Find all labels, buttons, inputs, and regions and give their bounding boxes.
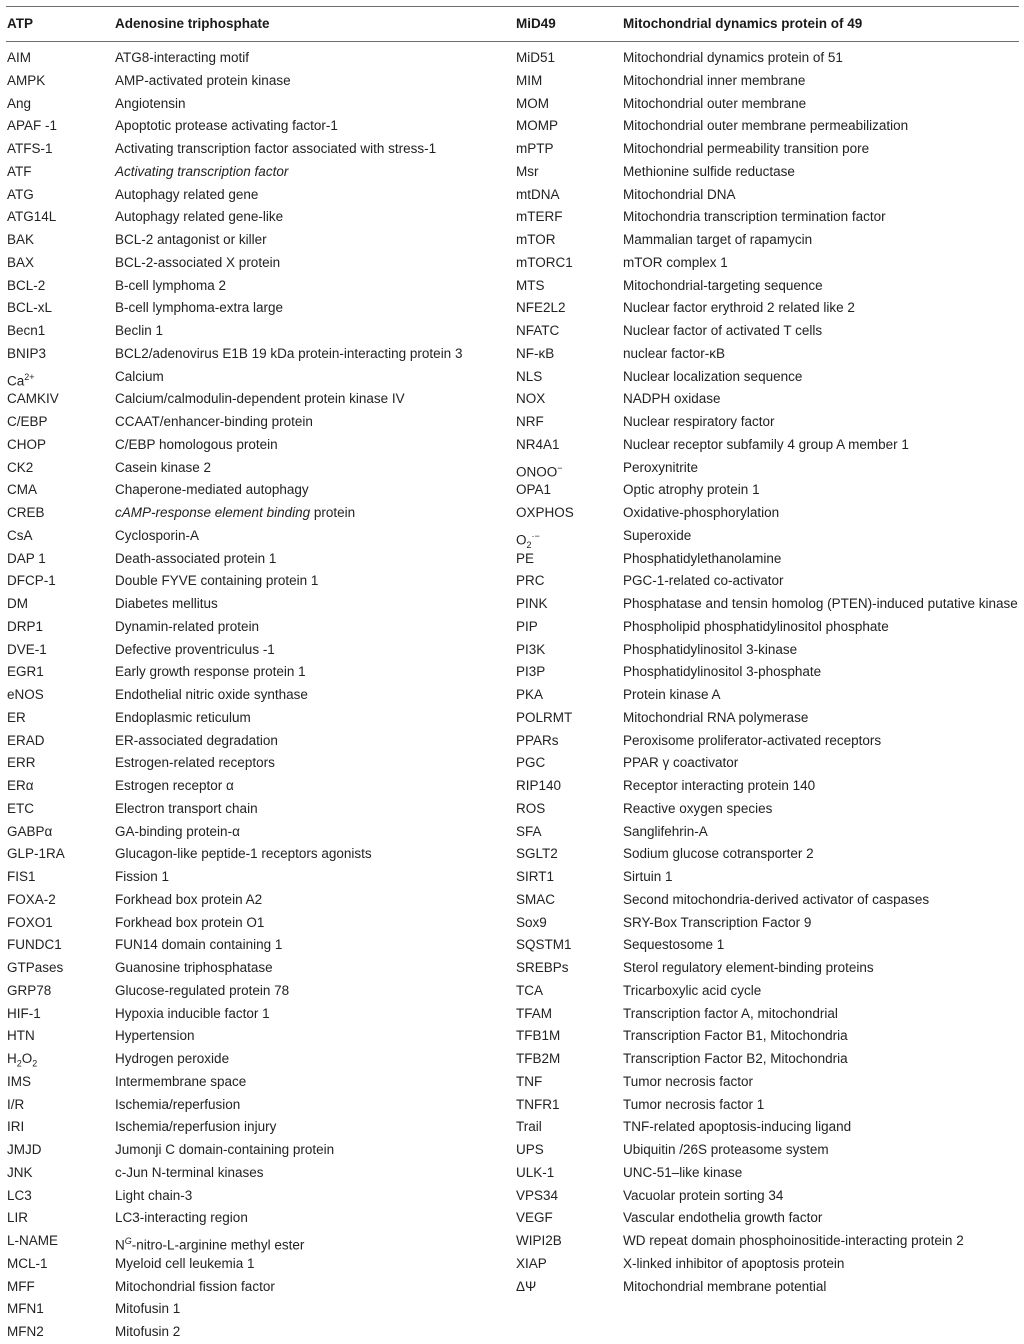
abbreviation-left: IMS [7, 1073, 32, 1089]
table-row [6, 411, 1019, 434]
definition-left: C/EBP homologous protein [115, 436, 278, 452]
abbreviation-left: HIF-1 [7, 1005, 41, 1021]
abbreviation-left: ERR [7, 755, 36, 771]
table-row [6, 93, 1019, 116]
abbreviation-left: CHOP [7, 436, 47, 452]
table-row [6, 502, 1019, 525]
abbreviation-left: ERα [7, 778, 34, 793]
definition-left: Ischemia/reperfusion injury [115, 1119, 277, 1135]
table-row [6, 184, 1019, 207]
definition-left: Endothelial nitric oxide synthase [115, 687, 308, 702]
definition-right: Sterol regulatory element-binding proteins [623, 960, 874, 975]
abbreviation-left: CMA [7, 482, 37, 498]
definition-left: BCL-2-associated X protein [115, 254, 281, 270]
definition-right: Mitochondrial inner membrane [623, 72, 806, 88]
definition-right: Nuclear respiratory factor [623, 414, 775, 429]
definition-left: Forkhead box protein O1 [115, 914, 265, 930]
abbreviation-left: JMJD [7, 1142, 42, 1157]
definition-left: $N^G-nitro-L$-arginine methyl ester [115, 1236, 305, 1253]
definition-left: Intermembrane space [115, 1073, 247, 1089]
table-row [6, 229, 1019, 252]
definition-right: UNC-51–like kinase [623, 1164, 743, 1180]
definition-left: cAMP-response element binding protein [115, 505, 356, 520]
abbreviation-right: ΔΨ [516, 1278, 537, 1294]
table-row [6, 1116, 1019, 1139]
abbreviation-left: MFF [7, 1278, 35, 1294]
abbreviation-left: HTN [7, 1028, 35, 1044]
definition-right: Peroxisome proliferator-activated receptors [623, 732, 882, 748]
definition-left: Diabetes mellitus [115, 596, 218, 611]
definition-right: Mitochondrial outer membrane permeabilization [623, 118, 909, 134]
abbreviation-right: mPTP [516, 141, 554, 156]
abbreviation-right: mtDNA [516, 186, 560, 202]
abbreviation-left: MFN2 [7, 1324, 44, 1339]
table-row [6, 1071, 1019, 1094]
abbreviation-left: DM [7, 596, 28, 611]
abbreviation-right: ONOO− [516, 462, 563, 479]
abbreviation-right: PRC [516, 573, 545, 589]
definition-left: Double FYVE containing protein 1 [115, 573, 319, 589]
table-row [6, 275, 1019, 298]
abbreviation-left: BNIP3 [7, 345, 47, 361]
table-row [6, 434, 1019, 457]
definition-right: Nuclear factor of activated T cells [623, 323, 823, 338]
table-row [6, 1162, 1019, 1185]
abbreviation-left: MFN1 [7, 1301, 44, 1317]
definition-left: Mitofusin 2 [115, 1324, 181, 1339]
definition-right: Mitochondrial dynamics protein of 51 [623, 50, 843, 65]
abbreviation-right: XIAP [516, 1255, 547, 1271]
definition-left: Beclin 1 [115, 323, 164, 338]
table-row [6, 821, 1019, 844]
abbreviation-right: SIRT1 [516, 869, 555, 884]
definition-left: BCL2/adenovirus E1B 19 kDa protein-interacting protein 3 [115, 345, 463, 361]
table-row [6, 661, 1019, 684]
table-row [6, 138, 1019, 161]
abbreviation-left: ATFS-1 [7, 141, 53, 156]
abbreviation-right: MOMP [516, 118, 558, 134]
table-row [6, 866, 1019, 889]
table-row [6, 1025, 1019, 1048]
abbreviation-right: TNF [516, 1073, 543, 1089]
abbreviation-left: ETC [7, 800, 34, 816]
definition-left: Endoplasmic reticulum [115, 709, 251, 725]
abbreviation-left: ER [7, 709, 26, 725]
definition-right: Sanglifehrin-A [623, 823, 708, 839]
definition-right: Second mitochondria-derived activator of caspases [623, 891, 930, 907]
definition-right: Reactive oxygen species [623, 800, 773, 816]
definition-right: X-linked inhibitor of apoptosis protein [623, 1255, 845, 1271]
abbreviation-right: RIP140 [516, 778, 562, 793]
abbreviation-right: mTORC1 [516, 254, 573, 270]
table-row [6, 1094, 1019, 1117]
table-row [6, 593, 1019, 616]
abbreviation-right: OPA1 [516, 482, 552, 498]
table-row [6, 70, 1019, 93]
abbreviation-right: NOX [516, 391, 546, 407]
definition-left: B-cell lymphoma 2 [115, 277, 227, 293]
definition-left: ER-associated degradation [115, 732, 278, 748]
definition-right: SRY-Box Transcription Factor 9 [623, 914, 812, 930]
table-row [6, 1298, 1019, 1321]
abbreviation-right: SQSTM1 [516, 937, 572, 953]
table-row [6, 684, 1019, 707]
abbreviation-right: Msr [516, 163, 539, 179]
table-row [6, 161, 1019, 184]
abbreviation-left: Ang [7, 95, 32, 111]
definition-left: Light chain-3 [115, 1187, 193, 1203]
abbreviation-right: SFA [516, 823, 542, 839]
definition-right: Sodium glucose cotransporter 2 [623, 846, 814, 862]
abbreviation-left: FUNDC1 [7, 937, 62, 953]
table-row [6, 1230, 1019, 1253]
abbreviation-left: ATF [7, 163, 32, 179]
definition-left: Death-associated protein 1 [115, 550, 277, 566]
definition-left: Hypoxia inducible factor 1 [115, 1005, 270, 1021]
abbreviation-left: ERAD [7, 732, 45, 748]
definition-left: Glucagon-like peptide-1 receptors agonists [115, 846, 372, 862]
abbreviation-right: WIPI2B [516, 1233, 562, 1248]
definition-right: Nuclear factor erythroid 2 related like 2 [623, 300, 855, 316]
abbreviation-right: TCA [516, 982, 543, 998]
table-row [6, 980, 1019, 1003]
definition-right: Mitochondrial DNA [623, 186, 736, 202]
table-row [6, 1321, 1019, 1344]
abbreviation-right: VPS34 [516, 1187, 559, 1203]
abbreviation-right: $O_2^{\cdot-}$ [516, 530, 540, 550]
table-row [6, 1048, 1019, 1071]
definition-right: Transcription Factor B2, Mitochondria [623, 1051, 848, 1066]
definition-right: NADPH oxidase [623, 391, 721, 407]
definition-right: Superoxide [623, 527, 692, 543]
abbreviation-right: NFE2L2 [516, 300, 566, 316]
definition-right: Mitochondrial permeability transition pore [623, 141, 870, 156]
definition-right: nuclear factor-κB [623, 345, 726, 361]
definition-right: Receptor interacting protein 140 [623, 778, 816, 793]
abbreviation-right: PPARs [516, 732, 559, 748]
abbreviation-left: BAX [7, 254, 35, 270]
definition-right: mTOR complex 1 [623, 254, 728, 270]
table-row [6, 548, 1019, 571]
definition-right: Tumor necrosis factor [623, 1073, 754, 1089]
abbreviation-left: DAP 1 [7, 550, 46, 566]
definition-right: Transcription Factor B1, Mitochondria [623, 1028, 848, 1044]
header-abbr-right: MiD49 [516, 16, 556, 31]
abbreviation-right: mTERF [516, 209, 563, 225]
definition-left: c-Jun N-terminal kinases [115, 1164, 264, 1180]
abbreviation-right: MOM [516, 95, 549, 111]
abbreviation-right: PKA [516, 687, 544, 702]
abbreviation-left: GABPα [7, 823, 53, 839]
abbreviation-right: MiD51 [516, 50, 556, 65]
definition-left: CCAAT/enhancer-binding protein [115, 414, 313, 429]
definition-left: Calcium/calmodulin-dependent protein kinase IV [115, 391, 405, 407]
abbreviation-left: L-NAME [7, 1233, 59, 1248]
definition-right: TNF-related apoptosis-inducing ligand [623, 1119, 852, 1135]
abbreviation-right: POLRMT [516, 709, 573, 725]
definition-right: Mitochondrial RNA polymerase [623, 709, 809, 725]
definition-right: Mammalian target of rapamycin [623, 232, 813, 247]
abbreviation-right: SMAC [516, 891, 556, 907]
abbreviation-right: SGLT2 [516, 846, 558, 862]
abbreviation-right: PINK [516, 596, 548, 611]
abbreviation-right: ROS [516, 800, 546, 816]
abbreviation-left: DRP1 [7, 618, 44, 634]
abbreviation-right: TFAM [516, 1005, 552, 1021]
definition-right: Nuclear receptor subfamily 4 group A member 1 [623, 436, 909, 452]
definition-left: AMP-activated protein kinase [115, 72, 291, 88]
definition-left: BCL-2 antagonist or killer [115, 232, 267, 247]
definition-left: Hydrogen peroxide [115, 1051, 230, 1066]
abbreviation-left: I/R [7, 1096, 25, 1112]
table-row [6, 957, 1019, 980]
abbreviation-right: PGC [516, 755, 546, 771]
table-row [6, 707, 1019, 730]
definition-left: Mitochondrial fission factor [115, 1278, 275, 1294]
table-row [6, 775, 1019, 798]
table-row [6, 1253, 1019, 1276]
abbreviation-left: DVE-1 [7, 641, 47, 657]
definition-right: Phosphatidylinositol 3-phosphate [623, 664, 822, 680]
definition-left: Autophagy related gene [115, 186, 259, 202]
header-full-right: Mitochondrial dynamics protein of 49 [623, 16, 863, 31]
definition-right: Sequestosome 1 [623, 937, 725, 953]
table-row [6, 1207, 1019, 1230]
abbreviation-left: EGR1 [7, 664, 44, 680]
abbreviation-right: TFB1M [516, 1028, 561, 1044]
definition-right: Transcription factor A, mitochondrial [623, 1005, 838, 1021]
definition-left: Dynamin-related protein [115, 618, 260, 634]
definition-left: Calcium [115, 368, 164, 384]
definition-left: Hypertension [115, 1028, 195, 1044]
abbreviation-right: NR4A1 [516, 436, 560, 452]
definition-left: Myeloid cell leukemia 1 [115, 1255, 255, 1271]
definition-left: Cyclosporin-A [115, 527, 200, 543]
definition-left: Estrogen receptor α [115, 778, 234, 793]
table-row [6, 297, 1019, 320]
abbreviation-right: TFB2M [516, 1051, 561, 1066]
table-row [6, 206, 1019, 229]
abbreviation-right: PI3K [516, 641, 546, 657]
table-row [6, 616, 1019, 639]
abbreviation-left: CK2 [7, 459, 34, 475]
table-header [6, 6, 1019, 42]
abbreviation-left: AMPK [7, 72, 46, 88]
abbreviation-right: NRF [516, 414, 544, 429]
definition-right: Optic atrophy protein 1 [623, 482, 760, 498]
table-row [6, 388, 1019, 411]
abbreviation-left: AIM [7, 50, 32, 65]
abbreviation-left: JNK [7, 1164, 33, 1180]
definition-right: Phospholipid phosphatidylinositol phosphate [623, 618, 889, 634]
table-row [6, 1003, 1019, 1026]
abbreviation-right: MTS [516, 277, 545, 293]
definition-left: Defective proventriculus -1 [115, 641, 275, 657]
definition-right: Methionine sulfide reductase [623, 163, 795, 179]
table-row [6, 47, 1019, 70]
definition-right: Phosphatase and tensin homolog (PTEN)-induced putative kinase [623, 596, 1018, 611]
table-row [6, 730, 1019, 753]
table-row [6, 366, 1019, 389]
table-row [6, 525, 1019, 548]
definition-left: Activating transcription factor associated with stress-1 [115, 141, 437, 156]
abbreviation-right: Sox9 [516, 914, 547, 930]
definition-right: Mitochondrial membrane potential [623, 1278, 827, 1294]
abbreviation-right: PIP [516, 618, 538, 634]
abbreviation-right: UPS [516, 1142, 544, 1157]
table-row [6, 479, 1019, 502]
abbreviation-right: NFATC [516, 323, 560, 338]
definition-left: Mitofusin 1 [115, 1301, 181, 1317]
definition-right: WD repeat domain phosphoinositide-interacting protein 2 [623, 1233, 964, 1248]
table-row [6, 889, 1019, 912]
table-row [6, 752, 1019, 775]
abbreviation-right: Trail [516, 1119, 542, 1135]
table-row [6, 252, 1019, 275]
table-body [6, 42, 1019, 1344]
abbreviation-left: IRI [7, 1119, 25, 1135]
header-abbr-left: ATP [7, 16, 33, 31]
abbreviation-left: FIS1 [7, 869, 36, 884]
header-full-left: Adenosine triphosphate [115, 16, 270, 31]
definition-right: Tumor necrosis factor 1 [623, 1096, 765, 1112]
definition-left: Angiotensin [115, 95, 186, 111]
definition-left: Activating transcription factor [115, 163, 289, 179]
definition-left: Early growth response protein 1 [115, 664, 306, 680]
definition-left: Guanosine triphosphatase [115, 960, 273, 975]
abbreviation-right: VEGF [516, 1210, 553, 1226]
definition-right: Mitochondrial-targeting sequence [623, 277, 823, 293]
definition-right: PPAR γ coactivator [623, 755, 739, 771]
definition-right: Peroxynitrite [623, 459, 699, 475]
abbreviation-left: DFCP-1 [7, 573, 56, 589]
definition-right: Phosphatidylethanolamine [623, 550, 782, 566]
table-row [6, 1276, 1019, 1299]
abbreviation-left: BAK [7, 232, 35, 247]
abbreviation-left: FOXA-2 [7, 891, 56, 907]
abbreviation-left: $Ca^{2+}$ [7, 371, 35, 388]
definition-left: Apoptotic protease activating factor-1 [115, 118, 338, 134]
definition-left: GA-binding protein-α [115, 823, 240, 839]
definition-right: Mitochondrial outer membrane [623, 95, 807, 111]
definition-right: Nuclear localization sequence [623, 368, 803, 384]
table-row [6, 843, 1019, 866]
abbreviation-right: PI3P [516, 664, 546, 680]
definition-left: B-cell lymphoma-extra large [115, 300, 284, 316]
definition-left: Jumonji C domain-containing protein [115, 1142, 335, 1157]
definition-right: Oxidative-phosphorylation [623, 505, 780, 520]
abbreviation-left: Becn1 [7, 323, 46, 338]
definition-right: Protein kinase A [623, 687, 721, 702]
definition-left: Chaperone-mediated autophagy [115, 482, 309, 498]
abbreviation-left: BCL-xL [7, 300, 53, 316]
abbreviation-left: LIR [7, 1210, 29, 1226]
definition-right: Mitochondria transcription termination factor [623, 209, 886, 225]
definition-left: Glucose-regulated protein 78 [115, 982, 290, 998]
definition-left: Autophagy related gene-like [115, 209, 284, 225]
abbreviation-left: MCL-1 [7, 1255, 48, 1271]
abbreviation-left: C/EBP [7, 414, 48, 429]
abbreviation-left: $H_2O_2$ [7, 1051, 38, 1069]
abbreviation-left: FOXO1 [7, 914, 53, 930]
table-row [6, 1139, 1019, 1162]
table-row [6, 639, 1019, 662]
table-row [6, 343, 1019, 366]
definition-left: Ischemia/reperfusion [115, 1096, 241, 1112]
definition-left: Electron transport chain [115, 800, 258, 816]
table-row [6, 457, 1019, 480]
abbreviation-right: mTOR [516, 232, 556, 247]
abbreviation-left: CAMKIV [7, 391, 59, 407]
definition-right: Ubiquitin /26S proteasome system [623, 1142, 829, 1157]
table-row [6, 912, 1019, 935]
abbreviation-right: PE [516, 550, 535, 566]
definition-left: Fission 1 [115, 869, 170, 884]
definition-left: Casein kinase 2 [115, 459, 212, 475]
abbreviation-left: ATG [7, 186, 34, 202]
definition-left: FUN14 domain containing 1 [115, 937, 283, 953]
definition-right: Vacuolar protein sorting 34 [623, 1187, 784, 1203]
abbreviation-right: TNFR1 [516, 1096, 560, 1112]
table-row [6, 1185, 1019, 1208]
abbreviation-left: GLP-1RA [7, 846, 65, 862]
definition-left: ATG8-interacting motif [115, 50, 250, 65]
table-row [6, 320, 1019, 343]
abbreviation-left: APAF -1 [7, 118, 58, 134]
definition-right: Vascular endothelia growth factor [623, 1210, 823, 1226]
table-row [6, 798, 1019, 821]
table-row [6, 934, 1019, 957]
abbreviation-left: eNOS [7, 687, 44, 702]
abbreviation-right: NLS [516, 368, 543, 384]
abbreviation-left: BCL-2 [7, 277, 46, 293]
definition-right: Sirtuin 1 [623, 869, 673, 884]
definition-left: Forkhead box protein A2 [115, 891, 263, 907]
definition-right: PGC-1-related co-activator [623, 573, 784, 589]
abbreviation-left: GTPases [7, 960, 64, 975]
definition-right: Tricarboxylic acid cycle [623, 982, 762, 998]
abbreviation-right: OXPHOS [516, 505, 574, 520]
abbreviation-left: ATG14L [7, 209, 57, 225]
abbreviation-left: CsA [7, 527, 33, 543]
abbreviation-right: SREBPs [516, 960, 569, 975]
definition-right: Phosphatidylinositol 3-kinase [623, 641, 798, 657]
table-row [6, 570, 1019, 593]
abbreviation-left: LC3 [7, 1187, 32, 1203]
definition-left: LC3-interacting region [115, 1210, 248, 1226]
abbreviation-table [6, 6, 1019, 1344]
table-row [6, 115, 1019, 138]
abbreviation-left: CREB [7, 505, 45, 520]
abbreviation-right: ULK-1 [516, 1164, 555, 1180]
abbreviation-right: NF-κB [516, 345, 555, 361]
abbreviation-left: GRP78 [7, 982, 52, 998]
definition-left: Estrogen-related receptors [115, 755, 275, 771]
abbreviation-right: MIM [516, 72, 543, 88]
